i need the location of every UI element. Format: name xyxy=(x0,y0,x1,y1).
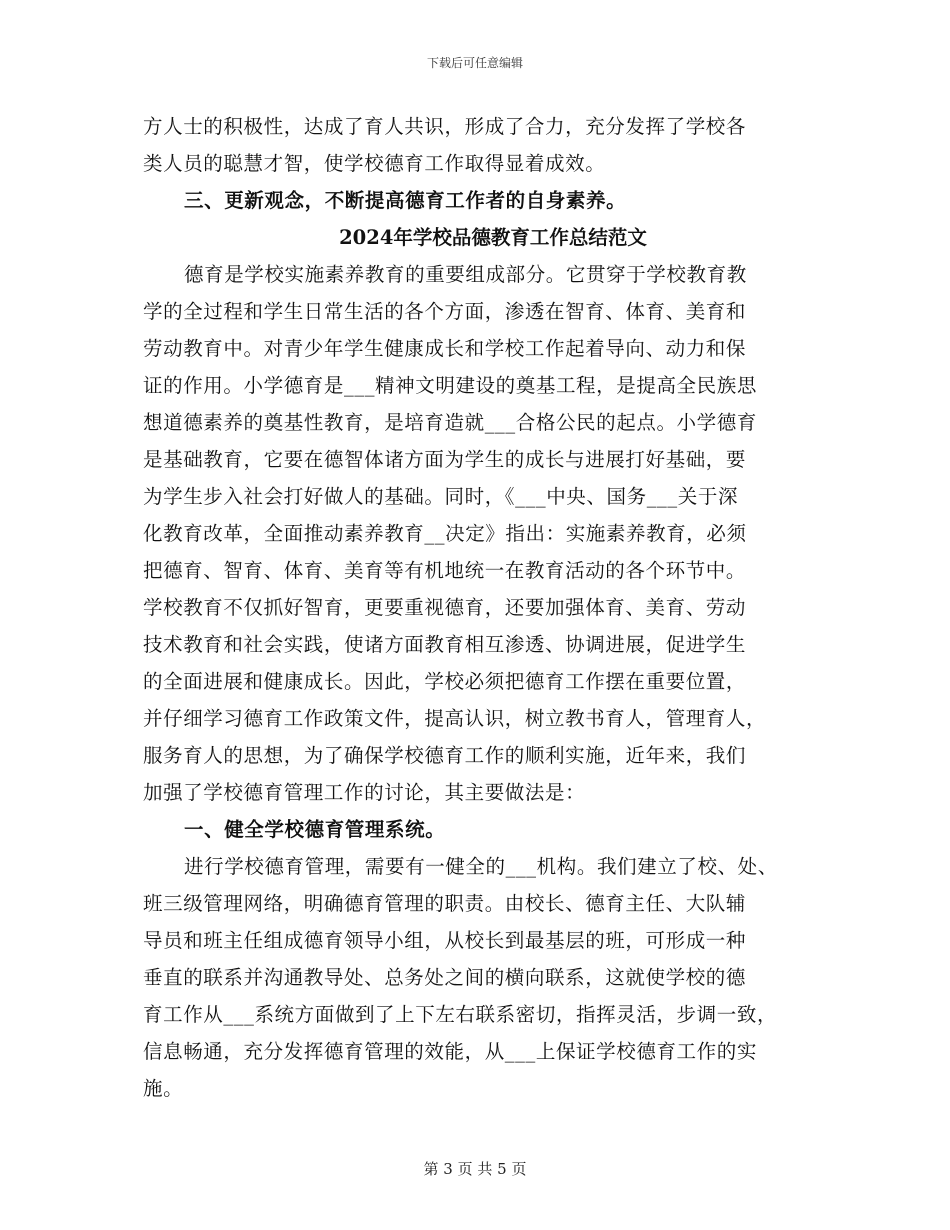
paragraph-line: 加强了学校德育管理工作的讨论，其主要做法是： xyxy=(143,781,586,804)
page-footer: 第 3 页 共 5 页 xyxy=(423,1160,527,1178)
paragraph-line: 是基础教育，它要在德智体诸方面为学生的成长与进展打好基础，要 xyxy=(143,448,747,471)
document-body xyxy=(143,108,833,1107)
paragraph-line: 服务育人的思想，为了确保学校德育工作的顺利实施，近年来，我们 xyxy=(143,744,747,767)
paragraph-line: 证的作用。小学德育是___精神文明建设的奠基工程，是提高全民族思 xyxy=(143,374,757,397)
paragraph-line: 并仔细学习德育工作政策文件，提高认识，树立教书育人，管理育人， xyxy=(143,707,767,730)
paragraph-line: 班三级管理网络，明确德育管理的职责。由校长、德育主任、大队辅 xyxy=(143,892,747,915)
paragraph-line: 劳动教育中。对青少年学生健康成长和学校工作起着导向、动力和保 xyxy=(143,337,747,360)
paragraph-line: 学校教育不仅抓好智育，更要重视德育，还要加强体育、美育、劳动 xyxy=(143,596,747,619)
document-title: 2024年学校品德教育工作总结范文 xyxy=(339,226,647,249)
paragraph-line: 的全面进展和健康成长。因此，学校必须把德育工作摆在重要位置， xyxy=(143,670,747,693)
paragraph-line: 德育是学校实施素养教育的重要组成部分。它贯穿于学校教育教 xyxy=(184,263,747,286)
paragraph-line: 类人员的聪慧才智，使学校德育工作取得显着成效。 xyxy=(143,152,606,175)
paragraph-line: 垂直的联系并沟通教导处、总务处之间的横向联系，这就使学校的德 xyxy=(143,966,747,989)
paragraph-line: 方人士的积极性，达成了育人共识，形成了合力，充分发挥了学校各 xyxy=(143,115,747,138)
paragraph-line: 育工作从___系统方面做到了上下左右联系密切，指挥灵活，步调一致， xyxy=(143,1003,778,1026)
paragraph-line: 化教育改革，全面推动素养教育__决定》指出：实施素养教育，必须 xyxy=(143,522,747,545)
paragraph-line: 想道德素养的奠基性教育，是培育造就___合格公民的起点。小学德育 xyxy=(143,411,757,434)
paragraph-line: 施。 xyxy=(143,1077,184,1100)
paragraph-line: 把德育、智育、体育、美育等有机地统一在教育活动的各个环节中。 xyxy=(143,559,747,582)
section-heading: 三、更新观念，不断提高德育工作者的自身素养。 xyxy=(184,189,627,212)
paragraph-line: 为学生步入社会打好做人的基础。同时，《___中央、国务___关于深 xyxy=(143,485,739,508)
paragraph-line: 导员和班主任组成德育领导小组，从校长到最基层的班，可形成一种 xyxy=(143,929,747,952)
section-heading: 一、健全学校德育管理系统。 xyxy=(184,818,446,841)
paragraph-line: 信息畅通，充分发挥德育管理的效能，从___上保证学校德育工作的实 xyxy=(143,1040,757,1063)
page-header: 下载后可任意编辑 xyxy=(426,56,523,70)
paragraph-line: 技术教育和社会实践，使诸方面教育相互渗透、协调进展，促进学生 xyxy=(143,633,747,656)
paragraph-line: 学的全过程和学生日常生活的各个方面，渗透在智育、体育、美育和 xyxy=(143,300,747,323)
paragraph-line: 进行学校德育管理，需要有一健全的___机构。我们建立了校、处、 xyxy=(184,855,778,878)
